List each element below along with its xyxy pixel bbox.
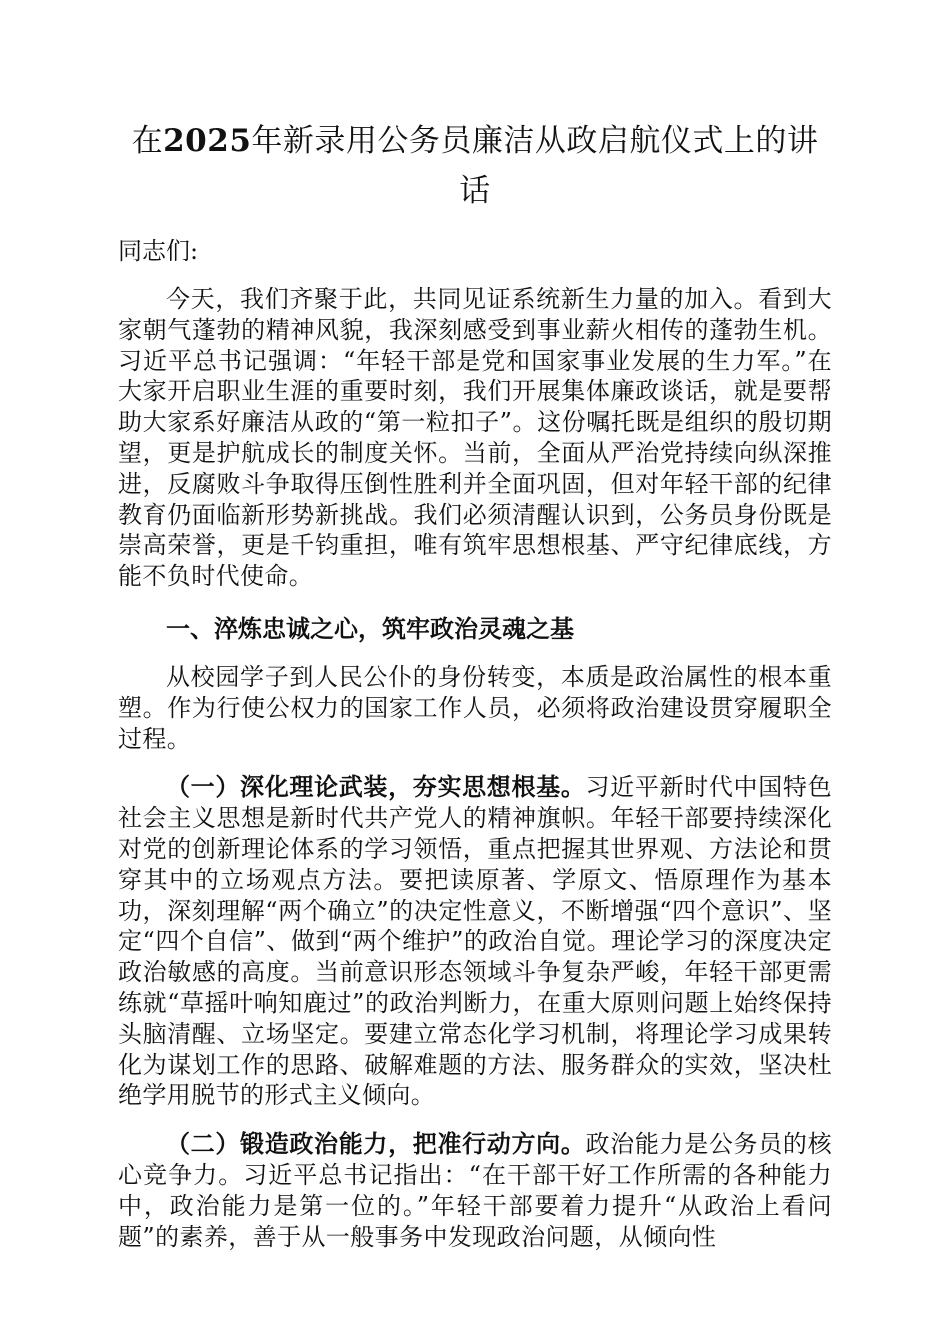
section-1-heading: 一、淬炼忠诚之心，筑牢政治灵魂之基: [166, 613, 574, 643]
subsection-2-lead: （二）锻造政治能力，把准行动方向。: [166, 1129, 586, 1159]
salutation: 同志们:: [118, 237, 199, 265]
title-prefix: 在: [131, 123, 164, 159]
subsection-2-paragraph: [118, 1129, 832, 1252]
subsection-1-body: 习近平新时代中国特色社会主义思想是新时代共产党人的精神旗帜。年轻干部要持续深化对党的创新理论体系的学习领悟，重点把握其世界观、方法论和贯穿其中的立场观点方法。要把读原著、学原文、悟原理作为基本功，深刻理解“两个确立”的决定性意义，不断增强“四个意识”、坚定“四个自信”、做到“两个维护”的政治自觉。理论学习的深度决定政治敏感的高度。当前意识形态领域斗争复杂严峻，年轻干部更需练就“草摇叶响知鹿过”的政治判断力，在重大原则问题上始终保持头脑清醒、立场坚定。要建立常态化学习机制，将理论学习成果转化为谋划工作的思路、破解难题的方法、服务群众的实效，坚决杜绝学用脱节的形式主义倾向。: [118, 773, 832, 1110]
intro-paragraph: 今天，我们齐聚于此，共同见证系统新生力量的加入。看到大家朝气蓬勃的精神风貌，我深刻感受到事业薪火相传的蓬勃生机。习近平总书记强调：“年轻干部是党和国家事业发展的生力军。”在大家开启职业生涯的重要时刻，我们开展集体廉政谈话，就是要帮助大家系好廉洁从政的“第一粒扣子”。这份嘱托既是组织的殷切期望，更是护航成长的制度关怀。当前，全面从严治党持续向纵深推进，反腐败斗争取得压倒性胜利并全面巩固，但对年轻干部的纪律教育仍面临新形势新挑战。我们必须清醒认识到，公务员身份既是崇高荣誉，更是千钧重担，唯有筑牢思想根基、严守纪律底线，方能不负时代使命。: [118, 285, 832, 591]
document-title: [118, 116, 832, 216]
subsection-1-lead: （一）深化理论武装，夯实思想根基。: [166, 772, 586, 802]
section-1-paragraph: 从校园学子到人民公仆的身份转变，本质是政治属性的根本重塑。作为行使公权力的国家工作人员，必须将政治建设贯穿履职全过程。: [118, 662, 832, 753]
subsection-2-body: 政治能力是公务员的核心竞争力。习近平总书记指出：“在干部干好工作所需的各种能力中，政治能力是第一位的。”年轻干部要着力提升“从政治上看问题”的素养，善于从一般事务中发现政治问题，从倾向性: [118, 1130, 832, 1251]
title-year: 2025: [163, 123, 252, 159]
subsection-1-paragraph: [118, 772, 832, 1111]
title-rest: 年新录用公务员廉洁从政启航仪式上的讲话: [251, 123, 819, 209]
